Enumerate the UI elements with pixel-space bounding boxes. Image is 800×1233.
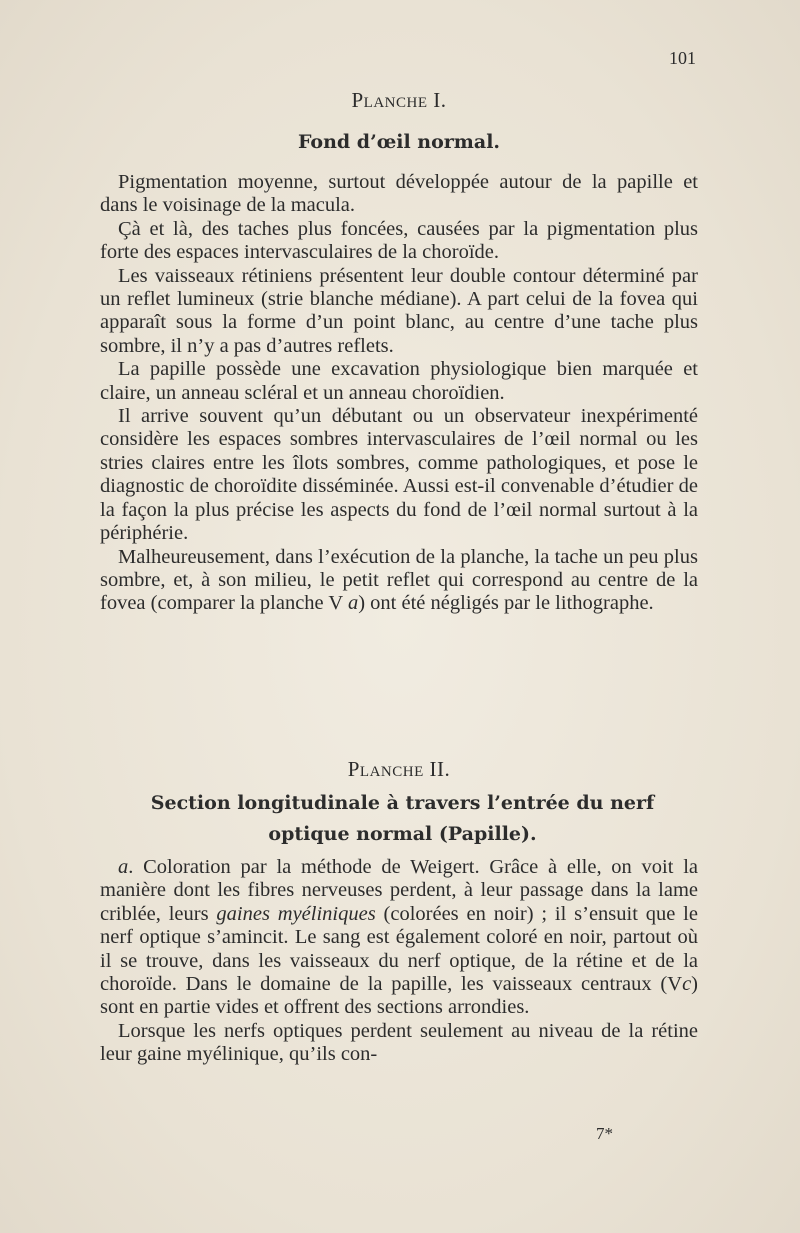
paragraph (100, 546, 698, 616)
plate-2-heading: Planche II. (347, 757, 451, 781)
italic-text: gaines myéliniques (216, 902, 376, 925)
plate-1-title: Fond d’œil normal. (297, 131, 501, 153)
text-run: . Coloration par la méthode de Weigert. Grâce à elle, on voit la manière dont les fibres nerveuses perdent, à leur passage dans la lame criblée, leurs (100, 856, 698, 925)
page-number: 101 (669, 48, 696, 68)
plate-2-title: Section longitudinale à travers l’entrée du nerf optique normal (Papille). (150, 792, 655, 845)
plate-2-body (100, 856, 698, 1067)
paragraph (100, 856, 698, 1020)
paragraph: Lorsque les nerfs optiques perdent seulement au niveau de la rétine leur gaine myélinique, qu’ils con- (100, 1019, 698, 1066)
paragraph: Pigmentation moyenne, surtout développée autour de la papille et dans le voisinage de la macula. (100, 171, 698, 217)
italic-text: c (682, 973, 692, 996)
italic-text: a (118, 856, 129, 878)
italic-text: a (347, 592, 359, 615)
folio-signature: 7* (596, 1124, 613, 1143)
paragraph: Çà et là, des taches plus foncées, causées par la pigmentation plus forte des espaces intervasculaires de la choroïde. (100, 217, 698, 264)
paragraph: Les vaisseaux rétiniens présentent leur double contour déterminé par un reflet lumineux (strie blanche médiane). A part celui de la fovea qui apparaît sous la forme d’un point blanc, au centre d’une tache plus sombre, il n’y a pas d’autres reflets. (100, 264, 698, 357)
text-run: ) sont en partie vides et offrent des sections arrondies. (100, 973, 698, 1019)
plate-1-heading: Planche I. (351, 88, 447, 112)
text-run: ) ont été négligés par le lithographe. (358, 592, 654, 615)
paragraph: La papille possède une excavation physiologique bien marquée et claire, un anneau scléral et un anneau choroïdien. (100, 358, 698, 404)
paragraph: Il arrive souvent qu’un débutant ou un observateur inexpérimenté considère les espaces sombres intervasculaires de l’œil normal ou les stries claires entre les îlots sombres, comme pathologiques, et pose le diagnostic de choroïdite disséminée. Aussi est-il convenable d’étudier de la façon la plus précise les aspects du fond de l’œil normal surtout à la périphérie. (100, 405, 698, 545)
text-run: (colorées en noir) ; il s’ensuit que le nerf optique s’amincit. Le sang est également coloré en noir, partout où il se trouve, dans les vaisseaux du nerf optique, de la rétine et de la choroïde. Dans le domaine de la papille, les vaisseaux centraux (V (100, 902, 698, 996)
plate-1-body (100, 171, 698, 616)
text-run: Malheureusement, dans l’exécution de la planche, la tache un peu plus sombre, et, à son milieu, le petit reflet qui correspond au centre de la fovea (comparer la planche V (100, 545, 698, 615)
